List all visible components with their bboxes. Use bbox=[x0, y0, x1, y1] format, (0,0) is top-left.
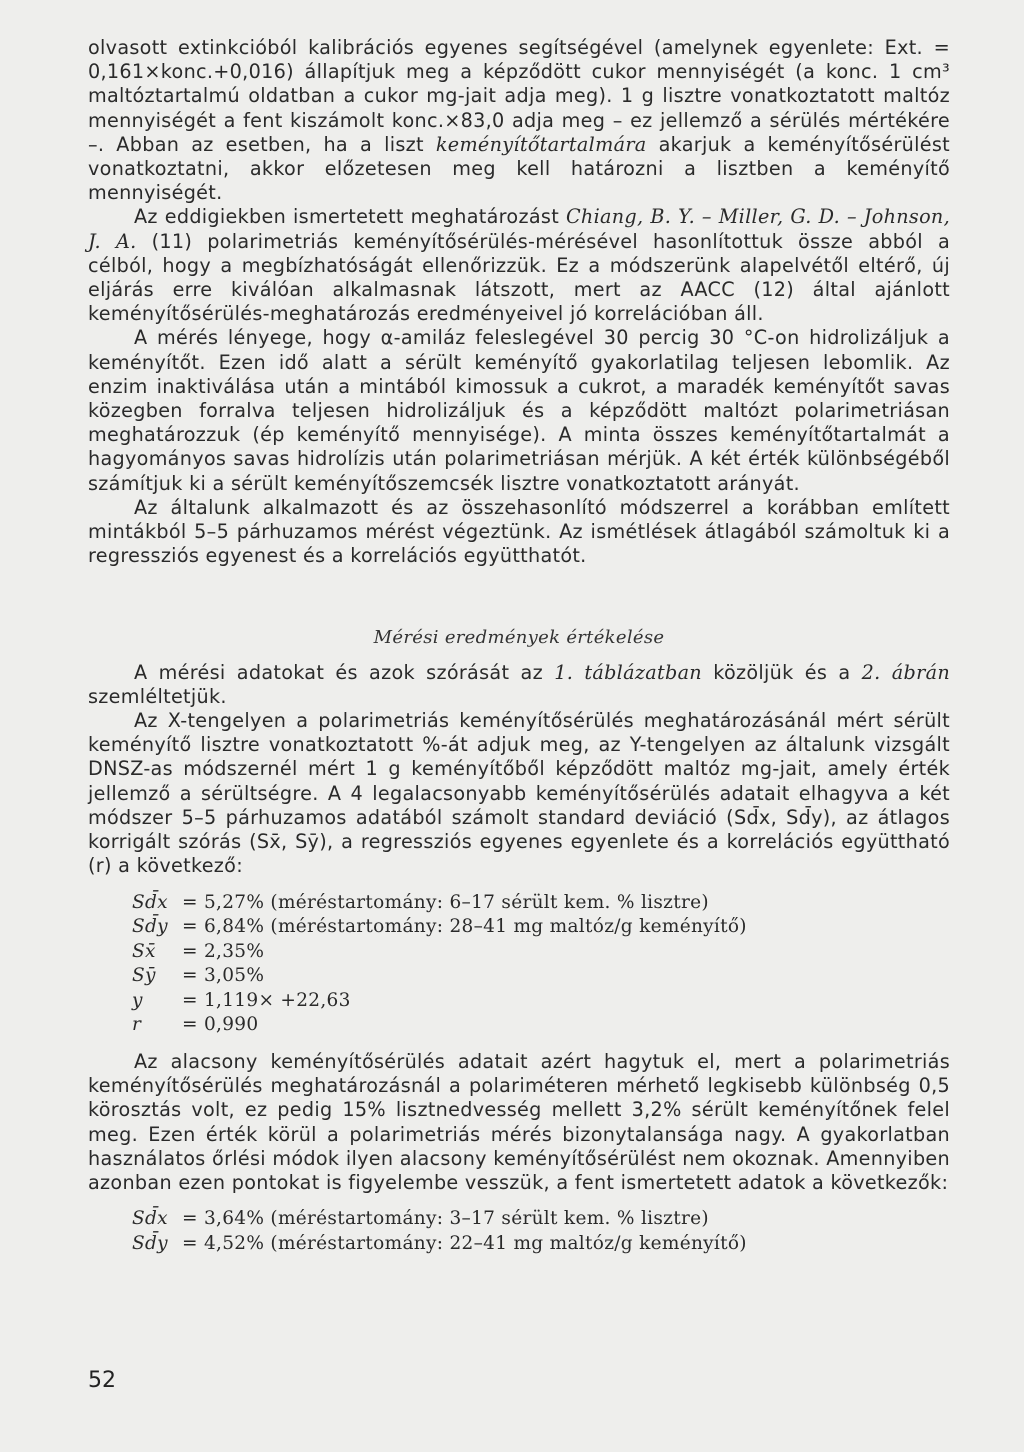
equation-row bbox=[132, 1013, 950, 1038]
eq-value: = 2,35% bbox=[182, 940, 265, 962]
eq-value: = 3,64% (méréstartomány: 3–17 sérült kem. % lisztre) bbox=[182, 1208, 709, 1230]
para1-text: olvasott extinkcióból kalibrációs egyenes segítségével (amelynek egyenlete: Ext. = 0,161×konc.+0,016) állapítjuk meg a képződött cukor mennyiségét (a konc. 1 cm³ maltóztartalmú oldatban a cukor mg-jait adja meg). 1 g lisztre vonatkoztatott maltóz mennyiségét a fent kiszámolt konc.×83,0 adja meg – ez jellemző a sérülés mértékére –. Abban az esetben, ha a liszt bbox=[88, 36, 950, 156]
page-number: 52 bbox=[88, 1368, 116, 1393]
para1-italic: keményítőtartalmára bbox=[435, 132, 647, 156]
paragraph-4: Az általunk alkalmazott és az összehasonlító módszerrel a korábban említett mintákból 5–5 párhuzamos mérést végeztünk. Az ismétlések átlagából számoltuk ki a regressziós egyenest és a korrelációs együtthatót. bbox=[88, 495, 950, 568]
para5-figure-ref: 2. ábrán bbox=[861, 660, 950, 684]
eq-value: = 3,05% bbox=[182, 965, 265, 987]
equation-row bbox=[132, 1232, 950, 1257]
eq-value: = 0,990 bbox=[182, 1014, 259, 1036]
paragraph-7: Az alacsony keményítősérülés adatait azért hagytuk el, mert a polarimetriás keményítősérülés meghatározásnál a polariméteren mérhető legkisebb különbség 0,5 körosztás volt, ez pedig 15% lisztnedvesség mellett 3,2% sérült keményítőnek felel meg. Ezen érték körül a polarimetriás mérés bizonytalansága nagy. A gyakorlatban használatos őrlési módok ilyen alacsony keményítősérülést nem okoznak. Amennyiben azonban ezen pontokat is figyelembe vesszük, a fent ismertetett adatok a következők: bbox=[88, 1050, 950, 1195]
eq-symbol: Sd̄x bbox=[132, 1208, 168, 1230]
body-text bbox=[88, 36, 950, 1268]
equations-block-1 bbox=[132, 891, 950, 1039]
equation-row bbox=[132, 915, 950, 940]
eq-symbol: y bbox=[132, 989, 143, 1011]
equations-block-2 bbox=[132, 1207, 950, 1256]
para5-c: szemléltetjük. bbox=[88, 684, 227, 708]
para5-table-ref: 1. táblázatban bbox=[554, 660, 702, 684]
paragraph-6: Az X-tengelyen a polarimetriás keményítősérülés meghatározásánál mért sérült keményítő lisztre vonatkoztatott %-át adjuk meg, az Y-tengelyen az általunk vizsgált DNSZ-as módszernél mért 1 g keményítőből képződött maltóz mg-jait, amely érték jellemző a sérültségre. A 4 legalacsonyabb keményítősérülés adatait elhagyva a két módszer 5–5 párhuzamos adatából számolt standard deviáció (Sd̄x, Sd̄y), az átlagos korrigált szórás (Sx̄, Sȳ), a regressziós egyenes egyenlete és a korrelációs együttható (r) a következő: bbox=[88, 709, 950, 878]
para5-b: közöljük és a bbox=[701, 660, 862, 684]
eq-symbol: Sx̄ bbox=[132, 940, 156, 962]
paragraph-3: A mérés lényege, hogy α-amiláz feleslegével 30 percig 30 °C-on hidrolizáljuk a keményítőt. Ezen idő alatt a sérült keményítő gyakorlatilag teljesen lebomlik. Az enzim inaktiválása után a mintából kimossuk a cukrot, a maradék keményítőt savas közegben forralva teljesen hidrolizáljuk és a képződött maltózt polarimetriásan meghatározzuk (ép keményítő mennyisége). A minta összes keményítőtartalmát a hagyományos savas hidrolízis után polarimetriásan mérjük. A két érték különbségéből számítjuk ki a sérült keményítőszemcsék lisztre vonatkoztatott arányát. bbox=[88, 326, 950, 495]
para1-end: akarjuk a keményítősérülést vonatkoztatni, akkor előzetesen meg kell határozni a lisztben a keményítő mennyiségét. bbox=[88, 132, 950, 205]
equation-row bbox=[132, 964, 950, 989]
equation-row bbox=[132, 891, 950, 916]
para2-a: Az eddigiekben ismertetett meghatározást bbox=[134, 205, 566, 229]
eq-value: = 6,84% (méréstartomány: 28–41 mg maltóz/g keményítő) bbox=[182, 916, 747, 938]
eq-symbol: Sȳ bbox=[132, 965, 156, 987]
eq-symbol: r bbox=[132, 1014, 142, 1036]
eq-symbol: Sd̄y bbox=[132, 1232, 168, 1254]
paragraph-2 bbox=[88, 205, 950, 326]
paragraph-1 bbox=[88, 36, 950, 205]
eq-symbol: Sd̄x bbox=[132, 891, 168, 913]
equation-row bbox=[132, 940, 950, 965]
para5-a: A mérési adatokat és azok szórását az bbox=[134, 660, 555, 684]
eq-value: = 4,52% (méréstartomány: 22–41 mg maltóz/g keményítő) bbox=[182, 1232, 747, 1254]
eq-symbol: Sd̄y bbox=[132, 916, 168, 938]
para2-authors: Chiang, B. Y. – Miller, G. D. – Johnson, J. A. bbox=[88, 205, 950, 253]
paragraph-5 bbox=[88, 661, 950, 709]
equation-row bbox=[132, 1207, 950, 1232]
eq-value: = 5,27% (méréstartomány: 6–17 sérült kem. % lisztre) bbox=[182, 891, 709, 913]
eq-value: = 1,119× +22,63 bbox=[182, 989, 351, 1011]
equation-row bbox=[132, 989, 950, 1014]
section-heading: Mérési eredmények értékelése bbox=[373, 627, 665, 649]
para2-b: (11) polarimetriás keményítősérülés-mérésével hasonlítottuk össze abból a célból, hogy a megbízhatóságát ellenőrizzük. Ez a módszerünk alapelvétől eltérő, új eljárás erre kiválóan alkalmasnak látszott, mert az AACC (12) által ajánlott keményítősérülés-meghatározás eredményeivel jó korrelációban áll. bbox=[88, 229, 950, 326]
